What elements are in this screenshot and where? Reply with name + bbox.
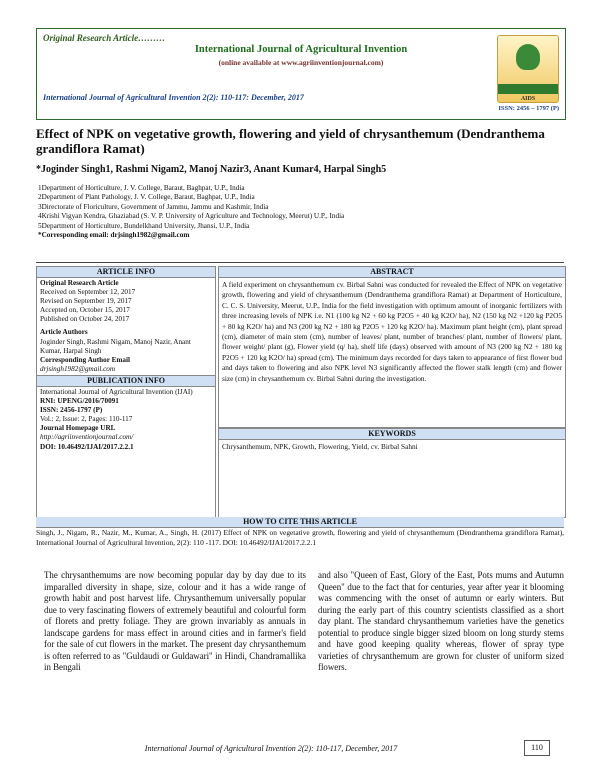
affiliation-4: 4Krishi Vigyan Kendra, Ghaziabad (S. V. P. University of Agriculture and Technology, Meerut) U.P., India xyxy=(38,212,345,221)
article-title: Effect of NPK on vegetative growth, flowering and yield of chrysanthemum (Dendranthema grandiflora Ramat) xyxy=(36,126,545,156)
page-footer: International Journal of Agricultural Invention 2(2): 110-117, December, 2017 xyxy=(144,744,398,753)
pub-issn: ISSN: 2456-1797 (P) xyxy=(40,406,103,415)
pub-rni: RNI: UPENG/2016/70091 xyxy=(40,397,119,406)
body-column-1: The chrysanthemums are now becoming popular day by day due to its imparalled diversity in shape, size, colour and it has a wide range of growth habit and post harvest life. Chrysanthemum universally popular due to very fascinating flowers of extremely beautiful and colourful form of florets and pretty foliage. They are grown invariably as annuals in landscape gardens for mass effect in around cities and in farmer's field for the sale of cut flowers in the market. The present day chrysanthemum is often referred to as "Guldaudi or Guldawari" in Hindi, Chandramallika in Bengali xyxy=(44,570,306,672)
journal-logo xyxy=(497,35,559,103)
abstract-text: A field experiment on chrysanthemum cv. Birbal Sahni was conducted for revealed the Effect of NPK on vegetative growth, flowering and yield of chrysanthemum (Dendranthema grandiflora Ramat) at Department of Horticulture, C. C. S. University, Meerut, U.P., India for the field investigation with optimum amount of inorganic fertilizers with three increasing levels of NPK i.e. N1 (100 kg N2 + 60 kg P2O5 + 40 kg K2O/ ha), N2 (150 kg N2 +120 kg P2O5 + 80 kg K2O/ ha) and N3 (200 kg N2 + 180 kg P2O5 + 120 kg K2O/ ha). Maximum plant height (cm), plant spread (cm), diameter of main stem (cm), number of leaves/ plant, number of branches/ plant, number of flowers/ plant, flower weight/ plant (g), Flower yield (q/ ha), shelf life (days) observed with amount of N3 (200 kg N2 + 180 kg P2O5 + 120 kg K2O/ ha) spread (cm). The minimum days recorded for days taken to appearance of first flower bud and days taken to flowering and also NPK level N3 significantly affected the flower stalk length (cm) and flower size (cm) in chrysanthemum cv. Birbal Sahni during the investigation. xyxy=(222,280,562,383)
abstract-box xyxy=(218,266,566,428)
abstract-heading: ABSTRACT xyxy=(219,267,565,278)
homepage-link[interactable]: http://agriinventionjournal.com/ xyxy=(40,433,134,442)
affiliation-3: 3Directorate of Floriculture, Government of Jammu, Jammu and Kashmir, India xyxy=(38,202,269,211)
keywords-text: Chrysanthemum, NPK, Growth, Flowering, Yield, cv. Birbal Sahni xyxy=(222,442,418,451)
publication-info-heading: PUBLICATION INFO xyxy=(37,375,215,387)
article-info-box xyxy=(36,266,216,518)
article-type-label: Original Research Article……… xyxy=(43,33,166,43)
journal-name: International Journal of Agricultural Invention xyxy=(194,44,408,55)
logo-text: AIDS xyxy=(520,96,536,102)
journal-citation: International Journal of Agricultural Invention 2(2): 110-117: December, 2017 xyxy=(43,93,304,102)
article-type: Original Research Article xyxy=(40,279,119,287)
accepted-date: Accepted on, October 15, 2017 xyxy=(40,306,130,315)
article-authors: Joginder Singh, Rashmi Nigam, Manoj Nazir, Anant Kumar, Harpal Singh xyxy=(40,337,191,355)
journal-header xyxy=(36,28,566,120)
received-date: Received on September 12, 2017 xyxy=(40,288,136,297)
authors-heading: Article Authors xyxy=(40,328,88,337)
affiliation-2: 2Department of Plant Pathology, J. V. College, Baraut, Baghpat, U.P., India xyxy=(38,193,255,202)
corr-email[interactable]: drjsingh1982@gmail.com xyxy=(40,364,116,373)
divider xyxy=(36,262,564,263)
article-info-heading: ARTICLE INFO xyxy=(37,267,215,278)
body-column-2: and also "Queen of East, Glory of the East, Pots mums and Autumn Queen" due to the fact that for centuries, year after year it blooming was commencing with the onset of autumn or early winters. But during the early part of this country scientists classified as a short day plant. The standard chrysanthemum varieties have the genetics potential to produce single bigger sized bloom on long sturdy stems and have good keeping quality whereas, flower of spray type varieties of chrysanthemum are grown for cluster of uniform sized flowers. xyxy=(318,570,564,672)
journal-website[interactable]: (online available at www.agriinventionjournal.com) xyxy=(218,58,384,67)
corresponding-email[interactable]: *Corresponding email: drjsingh1982@gmail.com xyxy=(38,231,190,240)
pub-journal: International Journal of Agricultural Invention (IJAI) xyxy=(40,387,193,396)
pub-doi[interactable]: DOI: 10.46492/IJAI/2017.2.2.1 xyxy=(40,442,134,451)
affiliation-5: 5Department of Horticulture, Bundelkhand University, Jhansi, U.P., India xyxy=(38,221,250,230)
homepage-heading: Journal Homepage URL xyxy=(40,424,116,433)
affiliations xyxy=(38,184,564,240)
page-number: 110 xyxy=(524,740,550,756)
pub-volume: Vol.: 2, Issue: 2, Pages: 110-117 xyxy=(40,415,133,424)
keywords-heading: KEYWORDS xyxy=(219,429,565,440)
how-to-cite-heading: HOW TO CITE THIS ARTICLE xyxy=(36,517,564,528)
published-date: Published on October 24, 2017 xyxy=(40,315,130,324)
revised-date: Revised on September 19, 2017 xyxy=(40,297,132,306)
logo-band xyxy=(498,84,558,94)
leaf-icon xyxy=(516,44,540,70)
how-to-cite-text: Singh, J., Nigam, R., Nazir, M., Kumar, A., Singh, H. (2017) Effect of NPK on vegetative growth, flowering and yield of chrysanthemum (Dendranthema grandiflora Ramat), International Journal of Agricultural Invention, 2(2): 110 -117. DOI: 10.46492/IJAI/2017.2.2.1 xyxy=(36,528,564,547)
author-list: *Joginder Singh1, Rashmi Nigam2, Manoj Nazir3, Anant Kumar4, Harpal Singh5 xyxy=(36,164,387,175)
corr-email-heading: Corresponding Author Email xyxy=(40,355,130,364)
affiliation-1: 1Department of Horticulture, J. V. College, Baraut, Baghpat, U.P., India xyxy=(38,184,245,192)
journal-issn: ISSN: 2456 – 1797 (P) xyxy=(498,105,559,112)
keywords-box xyxy=(218,428,566,518)
